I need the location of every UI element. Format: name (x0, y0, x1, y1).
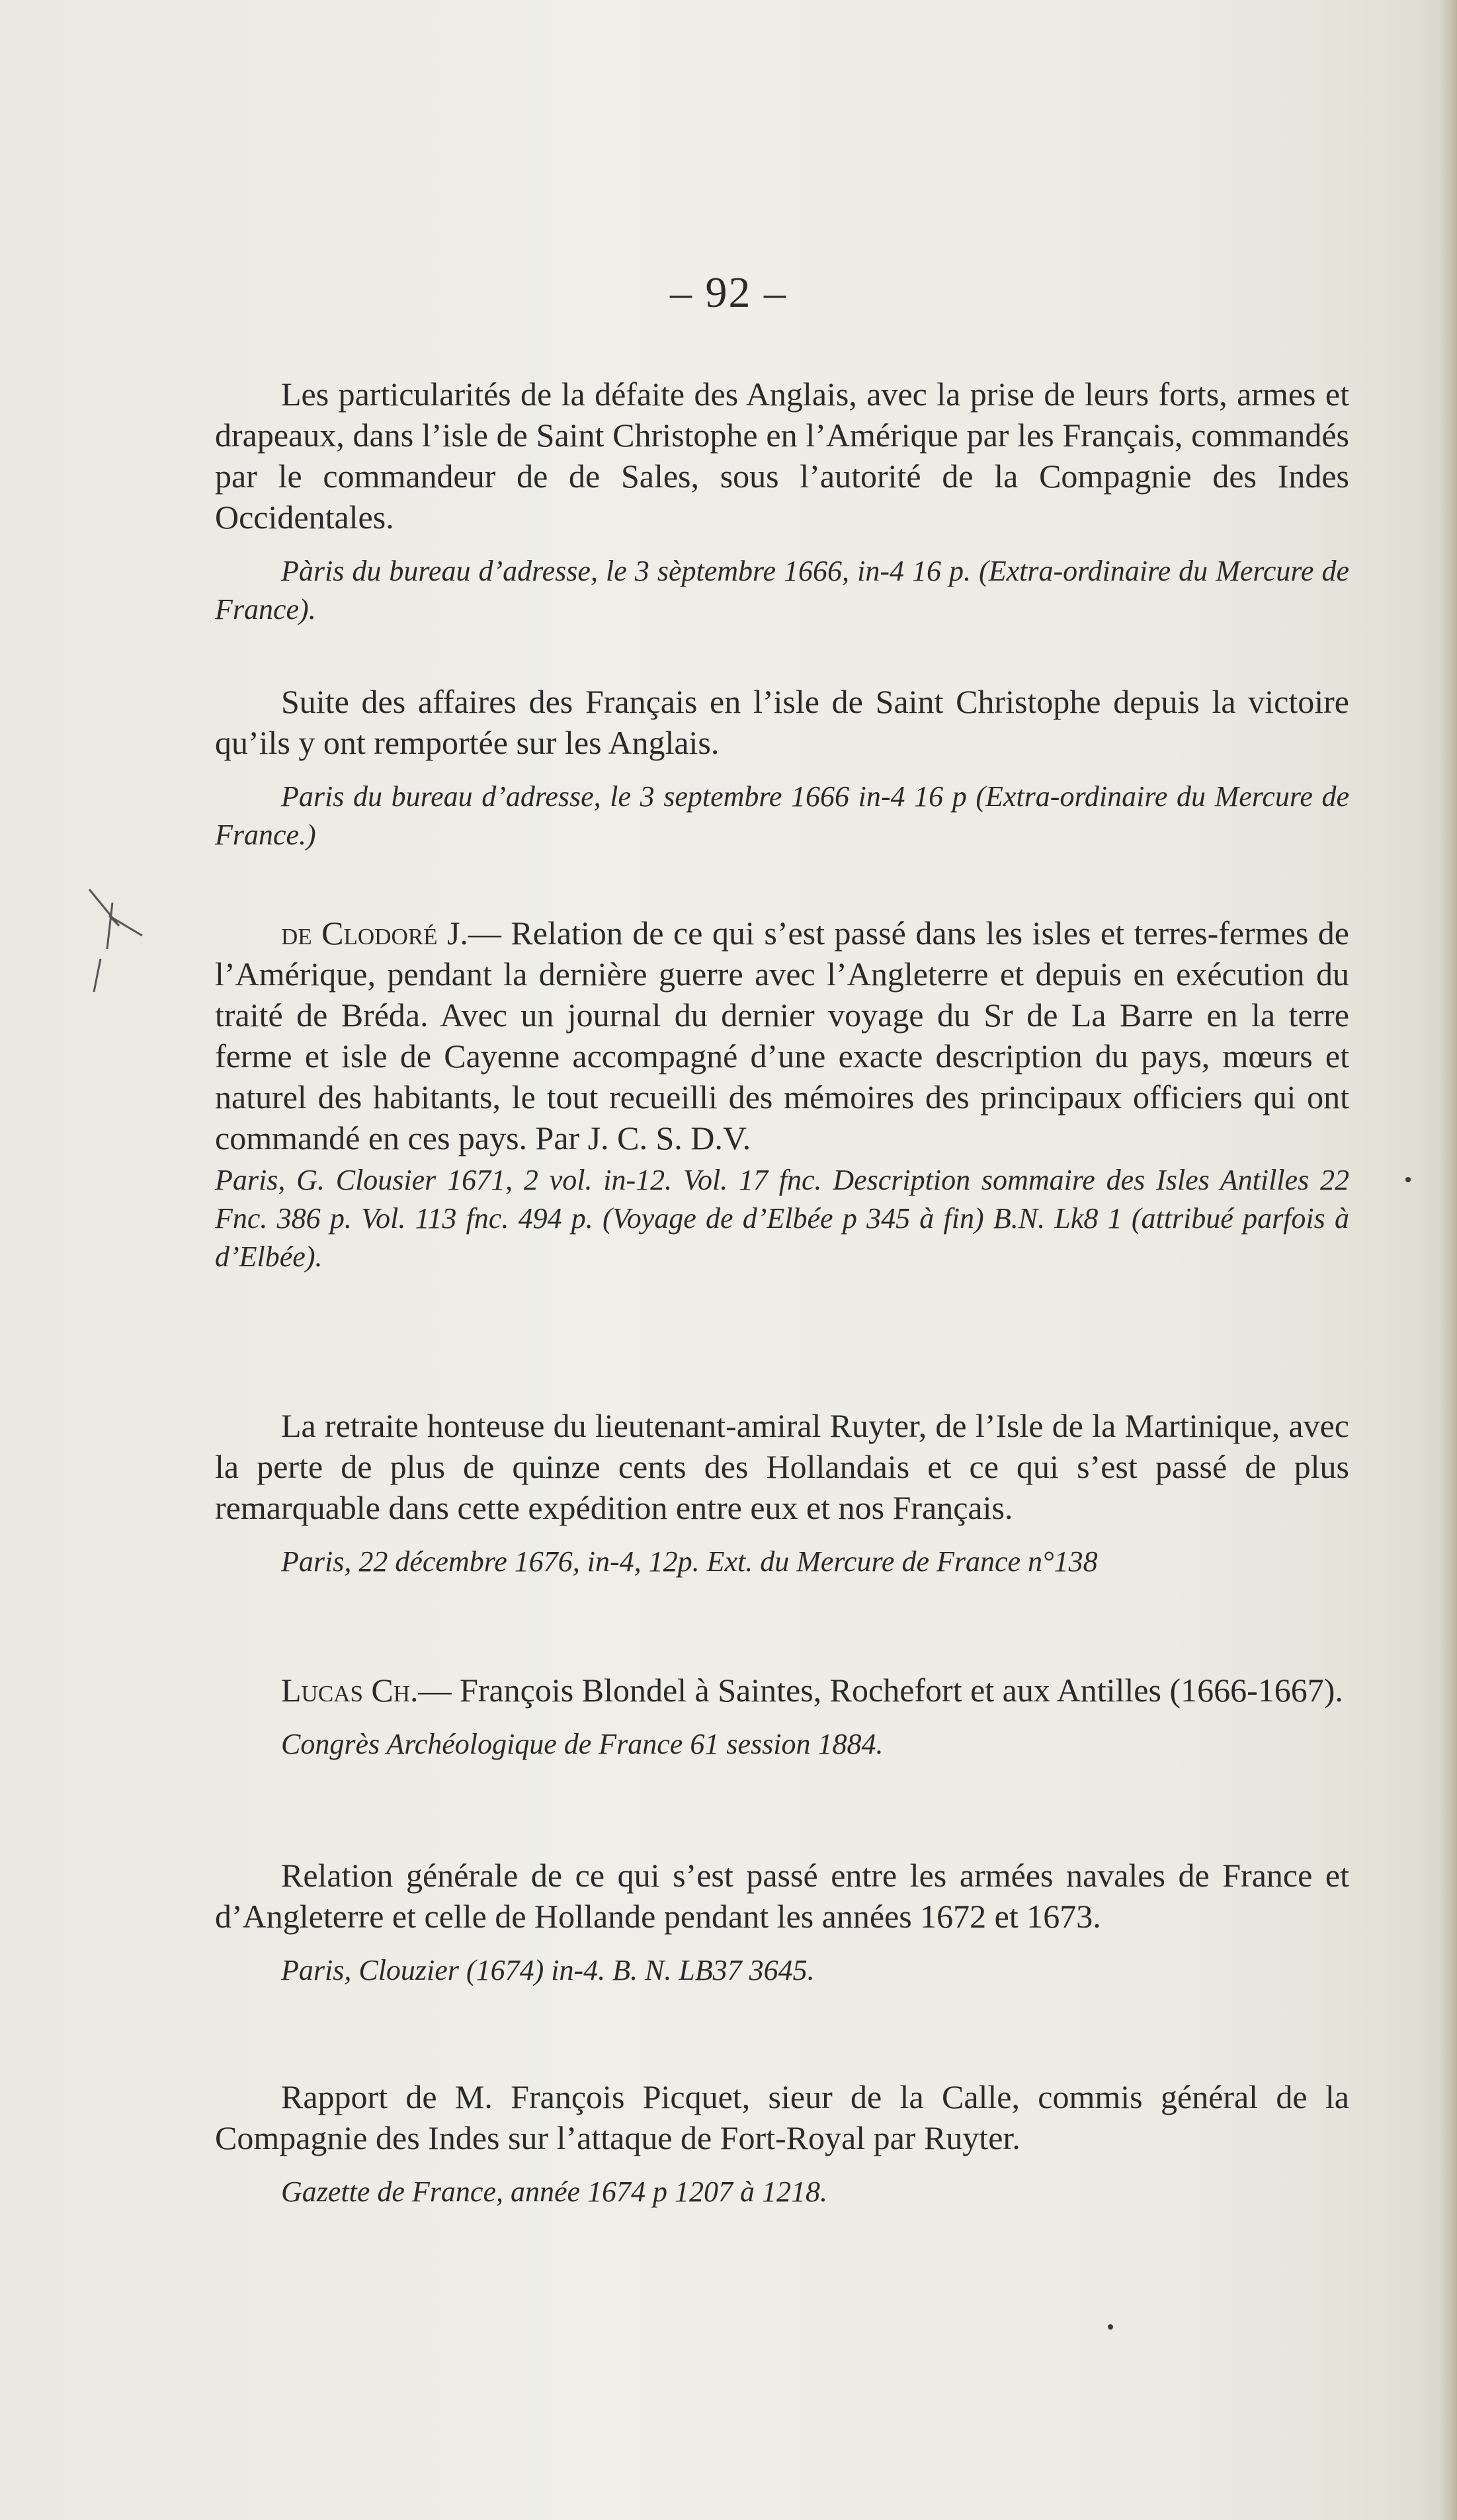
entry-author: de Clodoré J. (281, 915, 468, 952)
entry-reference: Paris, Clouzier (1674) in-4. B. N. LB37 3645. (281, 1954, 815, 1986)
entry-reference: Congrès Archéologique de France 61 session 1884. (281, 1728, 884, 1760)
page-edge-shadow (1440, 0, 1457, 2520)
entry-title-block (215, 913, 1349, 1158)
entry-reference: Paris, G. Clousier 1671, 2 vol. in-12. Vol. 17 fnc. Description sommaire des Isles Antilles 22 Fnc. 386 p. Vol. 113 fnc. 494 p. (Voyage de d’Elbée p 345 à fin) B.N. Lk8 1 (attribué parfois à d’Elbée). (215, 1164, 1349, 1273)
entry-title-block (215, 1670, 1349, 1711)
entry-author: Lucas Ch. (281, 1672, 419, 1709)
bibliography-entry (215, 681, 1349, 854)
entry-title: Suite des affaires des Français en l’isle de Saint Christophe depuis la victoire qu’ils y ont remportée sur les Anglais. (215, 683, 1349, 761)
entry-reference: Pàris du bureau d’adresse, le 3 sèptembre 1666, in-4 16 p. (Extra-ordinaire du Mercure de France). (215, 555, 1349, 626)
entry-title: Rapport de M. François Picquet, sieur de la Calle, commis général de la Compagnie des Indes sur l’attaque de Fort-Royal par Ruyter. (215, 2078, 1349, 2156)
bibliography-entry (215, 1405, 1349, 1581)
entry-title: La retraite honteuse du lieutenant-amiral Ruyter, de l’Isle de la Martinique, avec la perte de plus de quinze cents des Hollandais et ce qui s’est passé de plus remarquable dans cette expédition entre eux et nos Français. (215, 1407, 1349, 1526)
page-number: – 92 – (670, 268, 787, 317)
bibliography-entry (215, 1855, 1349, 1990)
bibliography-entry (215, 2076, 1349, 2211)
stray-ink-dot (1108, 2324, 1113, 2330)
entry-reference: Paris du bureau d’adresse, le 3 septembre 1666 in-4 16 p (Extra-ordinaire du Mercure de France.) (215, 780, 1349, 851)
entry-title: Relation générale de ce qui s’est passé entre les armées navales de France et d’Angleterre et celle de Hollande pendant les années 1672 et 1673. (215, 1857, 1349, 1935)
bibliography-entry (215, 1670, 1349, 1764)
entry-reference: Gazette de France, année 1674 p 1207 à 1218. (281, 2175, 828, 2208)
entry-title: Les particularités de la défaite des Anglais, avec la prise de leurs forts, armes et drapeaux, dans l’isle de Saint Christophe en l’Amérique par les Français, commandés par le commandeur de de Sales, sous l’autorité de la Compagnie des Indes Occidentales. (215, 376, 1349, 536)
entry-title: — Relation de ce qui s’est passé dans les isles et terres-fermes de l’Amérique, pendant la dernière guerre avec l’Angleterre et depuis en exécution du traité de Bréda. Avec un journal du dernier voyage du Sr de La Barre en la terre ferme et isle de Cayenne accompagné d’une exacte description du pays, mœurs et naturel des habitants, le tout recueilli des mémoires des principaux officiers qui ont commandé en ces pays. Par J. C. S. D.V. (215, 915, 1349, 1157)
bibliography-entry (215, 913, 1349, 1276)
entry-reference: Paris, 22 décembre 1676, in-4, 12p. Ext. du Mercure de France n°138 (281, 1545, 1098, 1578)
entry-title: — François Blondel à Saintes, Rochefort et aux Antilles (1666-1667). (418, 1672, 1343, 1709)
margin-annotation-mark (79, 876, 152, 995)
bibliography-entry (215, 374, 1349, 629)
stray-ink-dot (1405, 1177, 1411, 1182)
